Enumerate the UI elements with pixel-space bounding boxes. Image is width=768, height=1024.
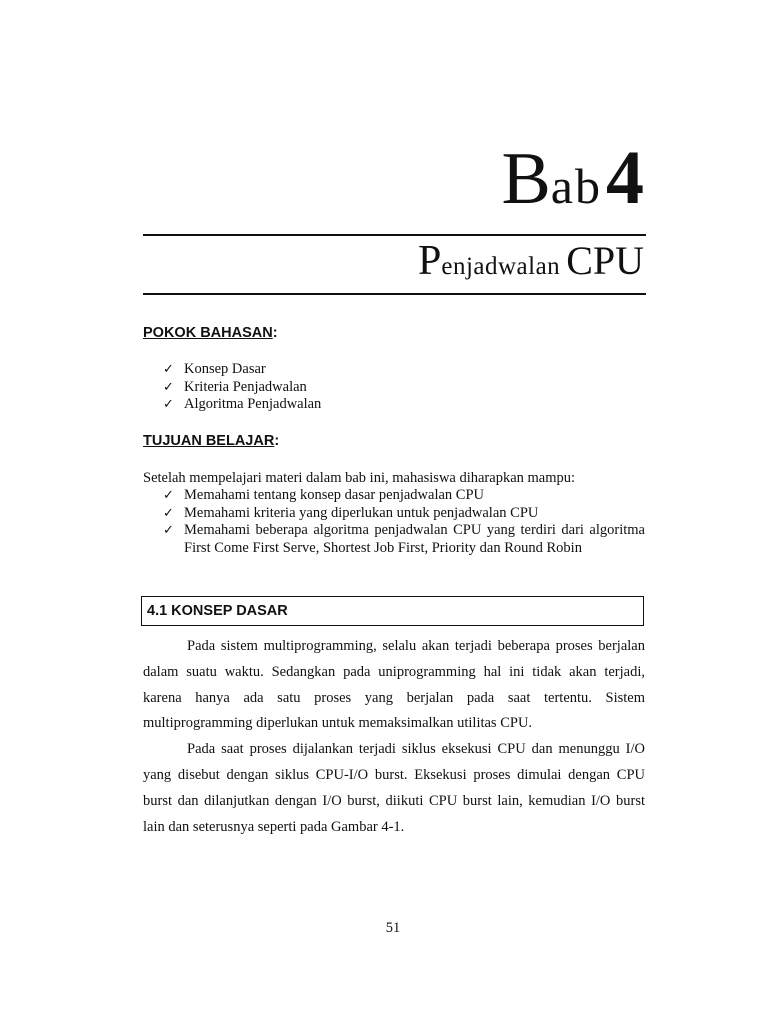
chapter-number: 4 xyxy=(606,136,644,220)
section-body xyxy=(143,634,645,840)
chapter-heading xyxy=(501,136,644,220)
tujuan-belajar-list xyxy=(163,487,645,557)
tujuan-intro: Setelah mempelajari materi dalam bab ini, mahasiswa diharapkan mampu: xyxy=(143,470,576,486)
paragraph: Pada saat proses dijalankan terjadi siklus eksekusi CPU dan menunggu I/O yang disebut dengan siklus CPU-I/O burst. Eksekusi proses dimulai dengan CPU burst dan dilanjutkan dengan I/O burst, diikuti CPU burst lain, kemudian I/O burst lain dan seterusnya seperti pada Gambar 4-1. xyxy=(143,741,645,835)
list-item: ✓ Algoritma Penjadwalan xyxy=(163,396,322,412)
section-heading: 4.1 KONSEP DASAR xyxy=(147,603,288,619)
list-item: ✓ Memahami kriteria yang diperlukan untuk penjadwalan CPU xyxy=(163,504,539,521)
paragraph: Pada sistem multiprogramming, selalu akan terjadi beberapa proses berjalan dalam suatu waktu. Sedangkan pada uniprogramming hal ini tidak akan terjadi, karena hanya ada satu proses yang berjalan pada saat tertentu. Sistem multiprogramming diperlukan untuk memaksimalkan utilitas CPU. xyxy=(143,638,645,732)
check-icon: ✓ xyxy=(163,379,174,395)
check-icon: ✓ xyxy=(163,488,174,503)
list-item: ✓ Kriteria Penjadwalan xyxy=(163,378,307,395)
pokok-bahasan-list xyxy=(163,361,645,414)
check-icon: ✓ xyxy=(163,523,174,538)
check-icon: ✓ xyxy=(163,505,174,521)
chapter-word: Bab xyxy=(501,138,602,220)
page-number: 51 xyxy=(385,920,401,936)
section-heading-box xyxy=(141,596,644,626)
pokok-bahasan-heading: POKOK BAHASAN: xyxy=(143,325,278,341)
check-icon: ✓ xyxy=(163,362,174,377)
bottom-rule xyxy=(143,293,646,295)
list-item: ✓ Konsep Dasar xyxy=(163,361,266,377)
list-item: ✓ Memahami beberapa algoritma penjadwalan CPU yang terdiri dari algoritma First Come First Serve, Shortest Job First, Priority dan Round Robin xyxy=(163,522,645,556)
top-rule xyxy=(143,234,646,236)
list-item: ✓ Memahami tentang konsep dasar penjadwalan CPU xyxy=(163,487,484,503)
tujuan-belajar-heading: TUJUAN BELAJAR: xyxy=(143,433,280,449)
chapter-title: Penjadwalan CPU xyxy=(417,238,644,284)
check-icon: ✓ xyxy=(163,397,174,412)
